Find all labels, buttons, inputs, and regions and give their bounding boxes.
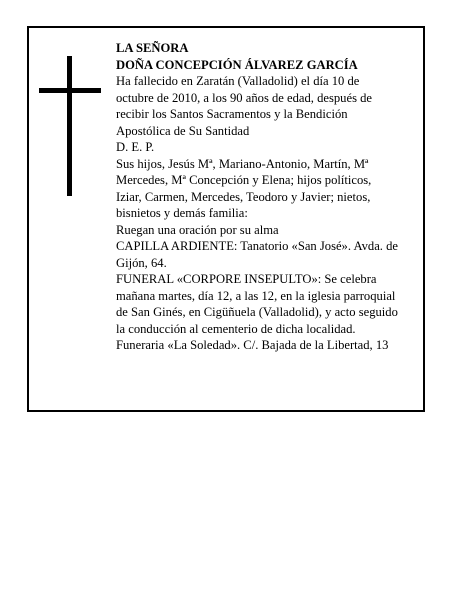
notice-line: Mercedes, Mª Concepción y Elena; hijos políticos, [116,173,372,187]
notice-line: recibir los Santos Sacramentos y la Bendición [116,107,348,121]
obituary-notice [27,26,425,412]
deceased-name: DOÑA CONCEPCIÓN ÁLVAREZ GARCÍA [116,57,358,72]
funeral-home-info: Funeraria «La Soledad». C/. Bajada de la Libertad, 13 [116,338,389,352]
funeral-info: la conducción al cementerio de dicha localidad. [116,321,356,336]
notice-line: Sus hijos, Jesús Mª, Mariano-Antonio, Martín, Mª [116,156,369,171]
notice-heading: LA SEÑORA [116,41,189,55]
funeral-info: de San Ginés, en Cigüñuela (Valladolid), y acto seguido [116,305,398,319]
funeral-info: mañana martes, día 12, a las 12, en la iglesia parroquial [116,288,396,303]
chapel-info: Gijón, 64. [116,255,167,270]
notice-line: octubre de 2010, a los 90 años de edad, después de [116,90,373,105]
notice-text [116,40,422,354]
notice-line: Apostólica de Su Santidad [116,123,250,138]
notice-line: Iziar, Carmen, Mercedes, Teodoro y Javier; nietos, [116,189,371,204]
prayer-request: Ruegan una oración por su alma [116,222,279,237]
cross-vertical-bar [67,56,72,196]
notice-line: Ha fallecido en Zaratán (Valladolid) el día 10 de [116,74,360,88]
notice-line: bisnietos y demás familia: [116,206,248,220]
cross-horizontal-bar [39,88,101,93]
funeral-info: FUNERAL «CORPORE INSEPULTO»: Se celebra [116,272,377,286]
rip-abbreviation: D. E. P. [116,140,155,154]
latin-cross-icon [39,56,101,196]
chapel-info: CAPILLA ARDIENTE: Tanatorio «San José». Avda. de [116,239,398,253]
